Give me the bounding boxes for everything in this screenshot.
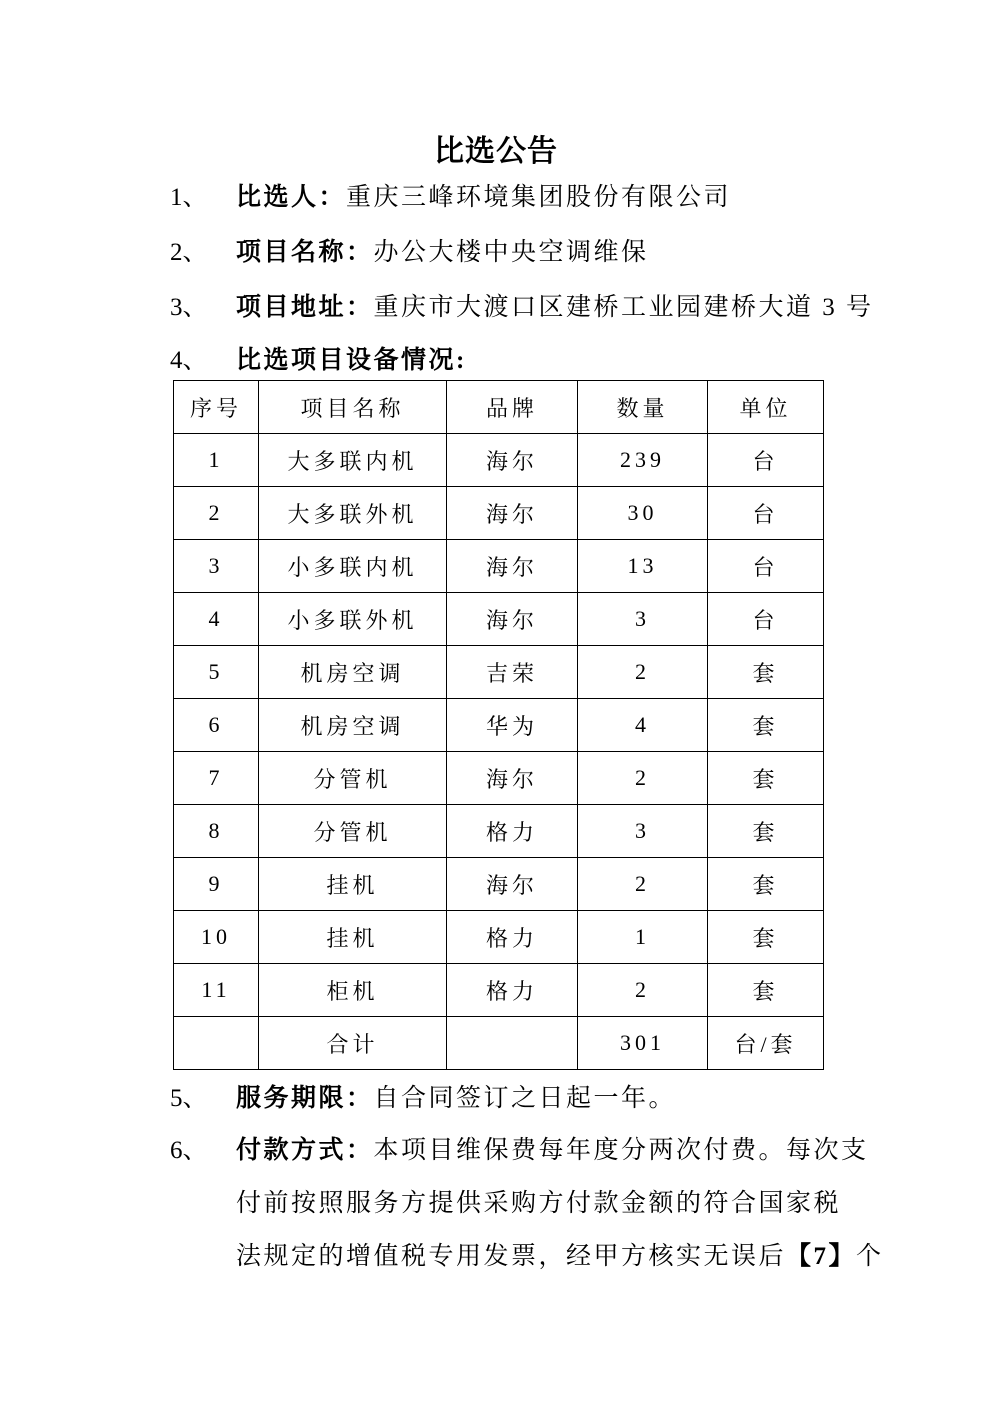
cell-unit: 套 <box>708 646 824 699</box>
cell-name: 大多联内机 <box>259 434 447 487</box>
cell-unit: 台 <box>708 434 824 487</box>
cell-qty: 1 <box>578 911 708 964</box>
list-item-5 <box>170 1084 676 1114</box>
item-1-content: 重庆三峰环境集团股份有限公司 <box>346 184 732 211</box>
cell-unit: 台 <box>708 540 824 593</box>
item-5-label: 服务期限： <box>236 1085 374 1112</box>
cell-brand: 海尔 <box>447 434 578 487</box>
cell-unit: 套 <box>708 858 824 911</box>
total-label: 合计 <box>259 1017 447 1070</box>
cell-brand: 格力 <box>447 805 578 858</box>
col-header-unit: 单位 <box>708 381 824 434</box>
cell-qty: 2 <box>578 964 708 1017</box>
table-header-row <box>174 381 824 434</box>
cell-name: 分管机 <box>259 752 447 805</box>
cell-brand: 海尔 <box>447 540 578 593</box>
cell-name: 小多联内机 <box>259 540 447 593</box>
cell-brand: 海尔 <box>447 752 578 805</box>
cell-unit: 套 <box>708 911 824 964</box>
item-3-label: 项目地址： <box>236 294 374 321</box>
item-1-number: 1、 <box>170 184 208 211</box>
cell-unit: 套 <box>708 752 824 805</box>
cell-unit: 台 <box>708 593 824 646</box>
cell-name: 小多联外机 <box>259 593 447 646</box>
item-2-number: 2、 <box>170 239 208 266</box>
item-6-line2: 付前按照服务方提供采购方付款金额的符合国家税 <box>236 1190 842 1217</box>
table-row <box>174 752 824 805</box>
table-total-row <box>174 1017 824 1070</box>
equipment-table <box>173 380 824 1070</box>
item-6-line3-bracket: 【7】 <box>786 1243 857 1270</box>
cell-unit: 套 <box>708 805 824 858</box>
cell-seq: 2 <box>174 487 259 540</box>
cell-qty: 4 <box>578 699 708 752</box>
cell-seq: 7 <box>174 752 259 805</box>
cell-qty: 2 <box>578 752 708 805</box>
cell-name: 大多联外机 <box>259 487 447 540</box>
cell-seq: 8 <box>174 805 259 858</box>
table-row <box>174 646 824 699</box>
table-row <box>174 964 824 1017</box>
cell-brand: 吉荣 <box>447 646 578 699</box>
table-row <box>174 858 824 911</box>
cell-qty: 2 <box>578 858 708 911</box>
list-item-3 <box>170 293 874 323</box>
table-row <box>174 434 824 487</box>
item-6-label: 付款方式： <box>236 1137 374 1164</box>
cell-brand: 海尔 <box>447 487 578 540</box>
item-5-number: 5、 <box>170 1085 208 1112</box>
cell-name: 挂机 <box>259 911 447 964</box>
cell-seq: 4 <box>174 593 259 646</box>
list-item-6 <box>170 1136 869 1166</box>
item-6-number: 6、 <box>170 1137 208 1164</box>
item-3-content: 重庆市大渡口区建桥工业园建桥大道 3 号 <box>373 294 874 321</box>
cell-seq: 5 <box>174 646 259 699</box>
item-6-line1: 本项目维保费每年度分两次付费。每次支 <box>373 1137 869 1164</box>
col-header-name: 项目名称 <box>259 381 447 434</box>
table-row <box>174 487 824 540</box>
list-item-4 <box>170 346 467 376</box>
item-2-content: 办公大楼中央空调维保 <box>373 239 649 266</box>
list-item-1 <box>170 183 731 213</box>
cell-qty: 13 <box>578 540 708 593</box>
table-row <box>174 593 824 646</box>
cell-unit: 台 <box>708 487 824 540</box>
col-header-qty: 数量 <box>578 381 708 434</box>
item-4-label: 比选项目设备情况: <box>236 347 467 374</box>
cell-qty: 239 <box>578 434 708 487</box>
cell-brand: 格力 <box>447 911 578 964</box>
page-title: 比选公告 <box>434 135 558 168</box>
cell-brand: 海尔 <box>447 858 578 911</box>
table-row <box>174 911 824 964</box>
item-2-label: 项目名称： <box>236 239 374 266</box>
cell-unit: 套 <box>708 964 824 1017</box>
item-6-line3-post: 个 <box>856 1243 884 1270</box>
cell-unit: 套 <box>708 699 824 752</box>
cell-seq: 3 <box>174 540 259 593</box>
cell-qty: 3 <box>578 593 708 646</box>
cell-name: 分管机 <box>259 805 447 858</box>
item-5-content: 自合同签订之日起一年。 <box>373 1085 677 1112</box>
cell-name: 机房空调 <box>259 699 447 752</box>
item-3-number: 3、 <box>170 294 208 321</box>
cell-seq: 6 <box>174 699 259 752</box>
item-4-number: 4、 <box>170 347 208 374</box>
cell-name: 机房空调 <box>259 646 447 699</box>
cell-name: 柜机 <box>259 964 447 1017</box>
cell-seq: 9 <box>174 858 259 911</box>
total-unit: 台/套 <box>708 1017 824 1070</box>
table-row <box>174 540 824 593</box>
total-seq <box>174 1017 259 1070</box>
cell-brand: 华为 <box>447 699 578 752</box>
cell-seq: 10 <box>174 911 259 964</box>
list-item-2 <box>170 238 649 268</box>
item-6-line3-pre: 法规定的增值税专用发票，经甲方核实无误后 <box>236 1243 787 1270</box>
cell-qty: 3 <box>578 805 708 858</box>
total-qty: 301 <box>578 1017 708 1070</box>
cell-name: 挂机 <box>259 858 447 911</box>
col-header-brand: 品牌 <box>447 381 578 434</box>
cell-qty: 30 <box>578 487 708 540</box>
total-brand <box>447 1017 578 1070</box>
cell-brand: 格力 <box>447 964 578 1017</box>
cell-seq: 1 <box>174 434 259 487</box>
col-header-seq: 序号 <box>174 381 259 434</box>
cell-seq: 11 <box>174 964 259 1017</box>
table-row <box>174 699 824 752</box>
cell-brand: 海尔 <box>447 593 578 646</box>
item-1-label: 比选人： <box>236 184 347 211</box>
table-row <box>174 805 824 858</box>
cell-qty: 2 <box>578 646 708 699</box>
item-6-line3 <box>236 1242 884 1272</box>
